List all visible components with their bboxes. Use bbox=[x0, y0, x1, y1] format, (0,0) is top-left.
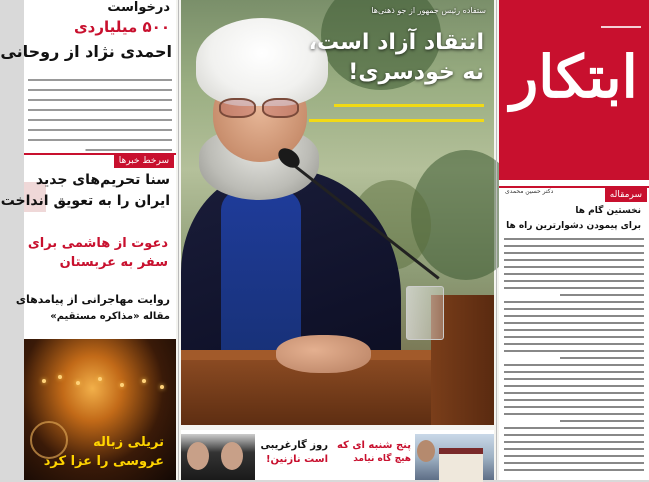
person-photo bbox=[187, 442, 209, 470]
text-line bbox=[504, 308, 644, 310]
column-divider bbox=[496, 0, 497, 480]
text-line bbox=[504, 343, 644, 345]
migration-headline-line1: روایت مهاجرانی از پیامدهای bbox=[15, 293, 170, 306]
main-subtitle-line2 bbox=[309, 119, 484, 122]
hashemi-headline-line2: سفر به عربستان bbox=[59, 255, 168, 270]
newspaper-logo: ابتکار bbox=[510, 43, 638, 111]
text-line bbox=[504, 329, 644, 331]
light-decoration bbox=[142, 379, 146, 383]
text-line bbox=[504, 287, 644, 289]
main-headline-line1: انتقاد آزاد است، bbox=[308, 30, 484, 55]
story1-headline-line2: است نازنین! bbox=[266, 454, 328, 465]
person-photo bbox=[417, 440, 435, 462]
story2-headline-line2: هیچ گاه نیامد bbox=[353, 454, 411, 464]
person-photo bbox=[221, 442, 243, 470]
editorial-author: دکتر حسین محمدی bbox=[505, 188, 554, 195]
text-line bbox=[504, 252, 644, 254]
text-line bbox=[504, 273, 644, 275]
main-headline-line2: نه خودسری! bbox=[348, 60, 484, 85]
text-line bbox=[504, 462, 644, 464]
house-icon bbox=[439, 448, 483, 482]
text-line bbox=[504, 238, 644, 240]
column-divider bbox=[178, 0, 179, 480]
light-decoration bbox=[120, 383, 124, 387]
editorial-section-label: سرمقاله bbox=[605, 188, 647, 202]
news-section-tab bbox=[24, 153, 176, 168]
text-line bbox=[504, 441, 644, 443]
text-line bbox=[504, 280, 644, 282]
masthead-tagline bbox=[601, 26, 641, 28]
text-line bbox=[504, 455, 644, 457]
editorial-body-text bbox=[504, 238, 644, 480]
text-line bbox=[504, 301, 644, 303]
light-decoration bbox=[42, 379, 46, 383]
light-decoration bbox=[58, 375, 62, 379]
main-subtitle-line1 bbox=[334, 104, 484, 107]
left-news-column bbox=[0, 0, 176, 480]
text-line bbox=[504, 336, 644, 338]
text-line bbox=[504, 427, 644, 429]
text-line bbox=[560, 294, 644, 296]
lead-headline: احمدی نژاد از روحانی bbox=[0, 42, 172, 61]
text-line bbox=[504, 434, 644, 436]
text-line bbox=[504, 413, 644, 415]
migration-headline-line2: مقاله «مذاکره مستقیم» bbox=[50, 311, 170, 322]
main-kicker: ستفاده رئیس جمهور از جو ذهنی‌ها bbox=[371, 6, 486, 15]
water-glass bbox=[406, 286, 444, 340]
text-line bbox=[504, 385, 644, 387]
right-masthead-column bbox=[499, 0, 649, 480]
lead-kicker: درخواست bbox=[107, 0, 170, 15]
text-line bbox=[504, 371, 644, 373]
text-line bbox=[504, 406, 644, 408]
text-line bbox=[504, 469, 644, 471]
text-line bbox=[504, 315, 644, 317]
lead-red-headline: ۵۰۰ میلیاردی bbox=[73, 18, 170, 36]
light-decoration bbox=[98, 377, 102, 381]
editorial-title-line1: نخستین گام ها bbox=[575, 206, 641, 216]
photo-story-headline-line1: تریلی زباله bbox=[93, 435, 164, 450]
text-line bbox=[504, 322, 644, 324]
main-photo-rouhani bbox=[181, 0, 494, 425]
light-decoration bbox=[160, 385, 164, 389]
text-line bbox=[504, 448, 644, 450]
sanctions-headline-line1: سنا تحریم‌های جدید bbox=[35, 172, 170, 188]
text-line bbox=[504, 350, 644, 352]
text-line bbox=[504, 245, 644, 247]
light-decoration bbox=[76, 381, 80, 385]
text-line bbox=[504, 364, 644, 366]
text-line bbox=[504, 259, 644, 261]
text-line bbox=[504, 392, 644, 394]
bottom-stories-strip bbox=[181, 430, 494, 480]
editorial-title-line2: برای پیمودن دشوارترین راه ها bbox=[506, 221, 641, 231]
news-section-label: سرخط خبرها bbox=[114, 155, 174, 168]
text-line bbox=[560, 357, 644, 359]
masthead bbox=[499, 0, 649, 180]
photo-story-headline-line2: عروسی را عزا کرد bbox=[43, 454, 164, 469]
story1-headline-line1: روز گارغریبی bbox=[260, 440, 328, 451]
text-line bbox=[504, 378, 644, 380]
glasses-icon bbox=[219, 98, 299, 116]
hashemi-headline-line1: دعوت از هاشمی برای bbox=[27, 236, 168, 251]
story-photo bbox=[181, 434, 255, 480]
sanctions-headline-line2: ایران را به تعویق انداخت bbox=[0, 193, 170, 209]
hand bbox=[276, 335, 371, 373]
text-line bbox=[504, 266, 644, 268]
text-line bbox=[560, 420, 644, 422]
text-line bbox=[504, 399, 644, 401]
lead-body-text bbox=[28, 72, 172, 152]
story2-headline-line1: پنج شنبه ای که bbox=[336, 440, 411, 451]
